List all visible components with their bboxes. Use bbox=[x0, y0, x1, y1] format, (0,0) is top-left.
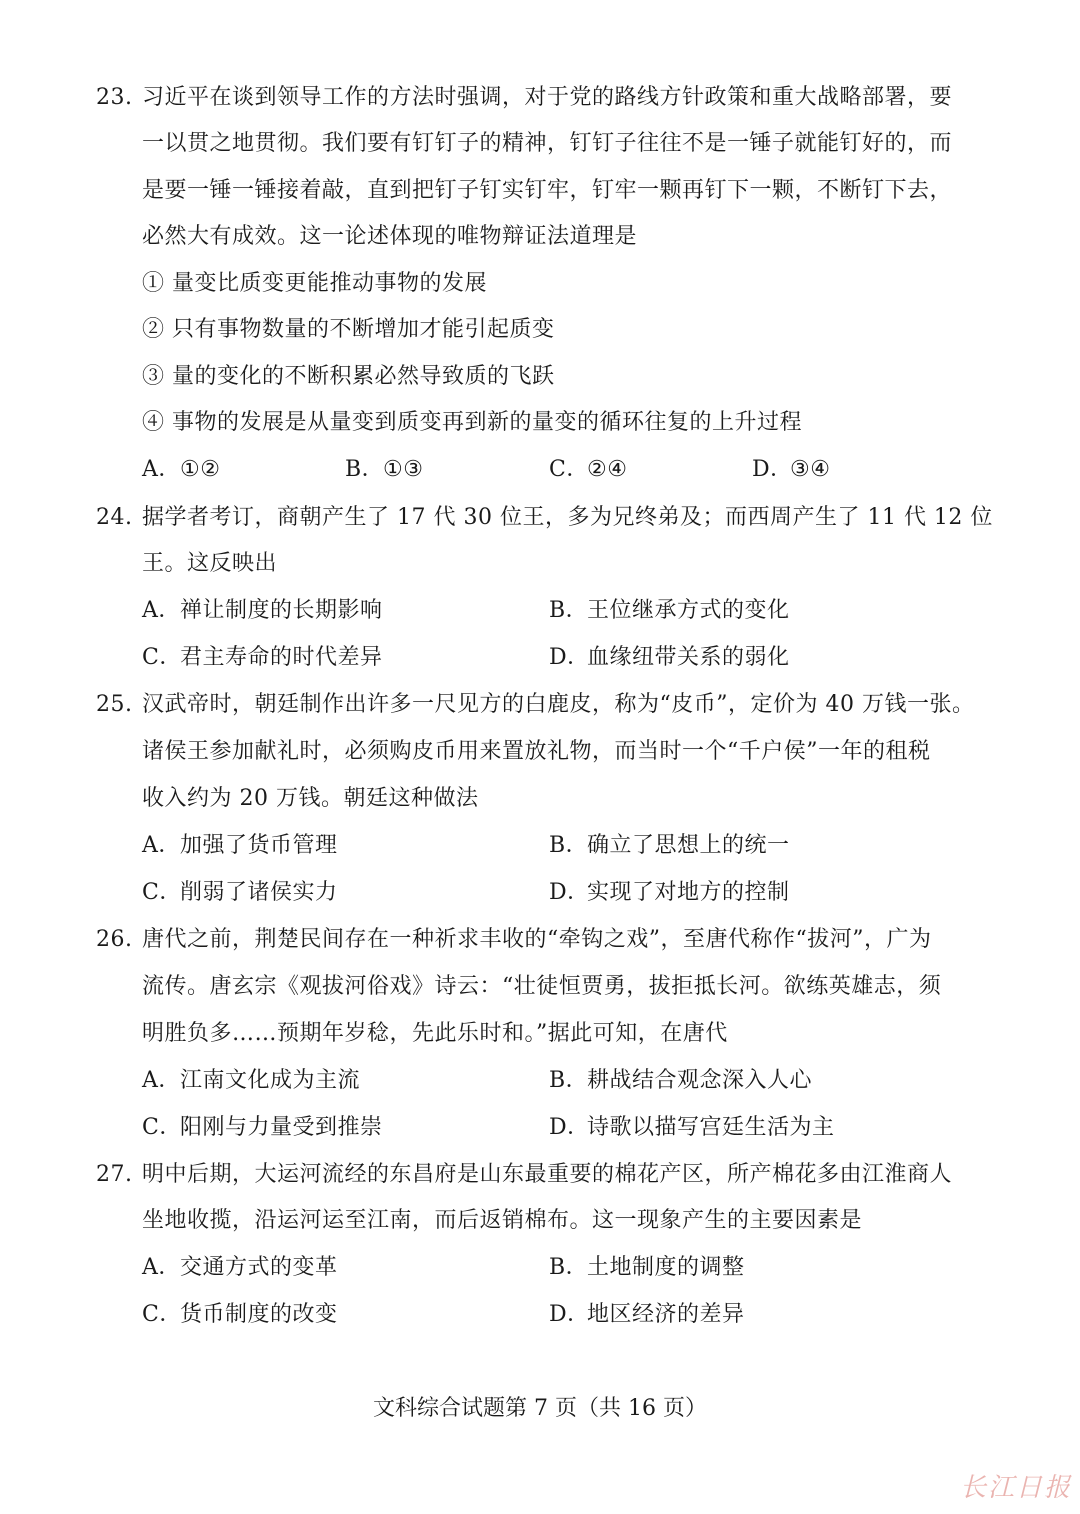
option-a: A．禅让制度的长期影响 bbox=[142, 598, 383, 623]
question-number: 26. bbox=[96, 927, 133, 952]
option-d: D．实现了对地方的控制 bbox=[549, 880, 790, 905]
question-line: 24. 据学者考订，商朝产生了 17 代 30 位王，多为兄终弟及；而西周产生了 11 代 12 位 bbox=[96, 505, 993, 530]
question-line: 王。这反映出 bbox=[142, 551, 278, 576]
option-c: C．君主寿命的时代差异 bbox=[142, 645, 383, 670]
question-line: 一以贯之地贯彻。我们要有钉钉子的精神，钉钉子往往不是一锤子就能钉好的，而 bbox=[142, 131, 953, 156]
option-d: D．血缘纽带关系的弱化 bbox=[549, 645, 790, 670]
option-d: D．诗歌以描写宫廷生活为主 bbox=[549, 1115, 835, 1140]
option-b: B．确立了思想上的统一 bbox=[549, 833, 790, 858]
question-line: 收入约为 20 万钱。朝廷这种做法 bbox=[142, 786, 479, 811]
option-b: B．①③ bbox=[345, 457, 424, 482]
question-number: 23. bbox=[96, 85, 133, 110]
question-line: 诸侯王参加献礼时，必须购皮币用来置放礼物，而当时一个“千户侯”一年的租税 bbox=[142, 739, 931, 764]
option-c: C．阳刚与力量受到推崇 bbox=[142, 1115, 383, 1140]
option-a: A．江南文化成为主流 bbox=[142, 1068, 361, 1093]
question-line: 坐地收揽，沿运河运至江南，而后返销棉布。这一现象产生的主要因素是 bbox=[142, 1208, 863, 1233]
statement-3: ③ 量的变化的不断积累必然导致质的飞跃 bbox=[142, 364, 555, 389]
option-a: A．交通方式的变革 bbox=[142, 1255, 338, 1280]
question-line: 26. 唐代之前，荆楚民间存在一种祈求丰收的“牵钩之戏”，至唐代称作“拔河”，广为 bbox=[96, 927, 932, 952]
question-number: 25. bbox=[96, 692, 133, 717]
option-d: D．地区经济的差异 bbox=[549, 1302, 745, 1327]
question-number: 27. bbox=[96, 1162, 133, 1187]
question-line: 27. 明中后期，大运河流经的东昌府是山东最重要的棉花产区，所产棉花多由江淮商人 bbox=[96, 1162, 953, 1187]
option-a: A．①② bbox=[142, 457, 221, 482]
option-d: D．③④ bbox=[752, 457, 831, 482]
question-line: 明胜负多……预期年岁稔，先此乐时和。”据此可知，在唐代 bbox=[142, 1021, 728, 1046]
question-line: 23. 习近平在谈到领导工作的方法时强调，对于党的路线方针政策和重大战略部署，要 bbox=[96, 85, 953, 110]
statement-1: ① 量变比质变更能推动事物的发展 bbox=[142, 271, 487, 296]
question-line: 25. 汉武帝时，朝廷制作出许多一尺见方的白鹿皮，称为“皮币”，定价为 40 万钱一张。 bbox=[96, 692, 975, 717]
question-number: 24. bbox=[96, 505, 133, 530]
option-c: C．削弱了诸侯实力 bbox=[142, 880, 338, 905]
statement-2: ② 只有事物数量的不断增加才能引起质变 bbox=[142, 317, 555, 342]
option-a: A．加强了货币管理 bbox=[142, 833, 338, 858]
newspaper-watermark: 长江日报 bbox=[959, 1473, 1072, 1503]
question-line: 必然大有成效。这一论述体现的唯物辩证法道理是 bbox=[142, 224, 638, 249]
option-c: C．②④ bbox=[549, 457, 628, 482]
page-footer: 文科综合试题第 7 页（共 16 页） bbox=[373, 1396, 707, 1421]
statement-4: ④ 事物的发展是从量变到质变再到新的量变的循环往复的上升过程 bbox=[142, 410, 802, 435]
question-line: 是要一锤一锤接着敲，直到把钉子钉实钉牢，钉牢一颗再钉下一颗，不断钉下去， bbox=[142, 178, 953, 203]
option-b: B．土地制度的调整 bbox=[549, 1255, 745, 1280]
question-line: 流传。唐玄宗《观拔河俗戏》诗云：“壮徒恒贾勇，拔拒抵长河。欲练英雄志，须 bbox=[142, 974, 942, 999]
option-b: B．王位继承方式的变化 bbox=[549, 598, 790, 623]
option-c: C．货币制度的改变 bbox=[142, 1302, 338, 1327]
option-b: B．耕战结合观念深入人心 bbox=[549, 1068, 813, 1093]
